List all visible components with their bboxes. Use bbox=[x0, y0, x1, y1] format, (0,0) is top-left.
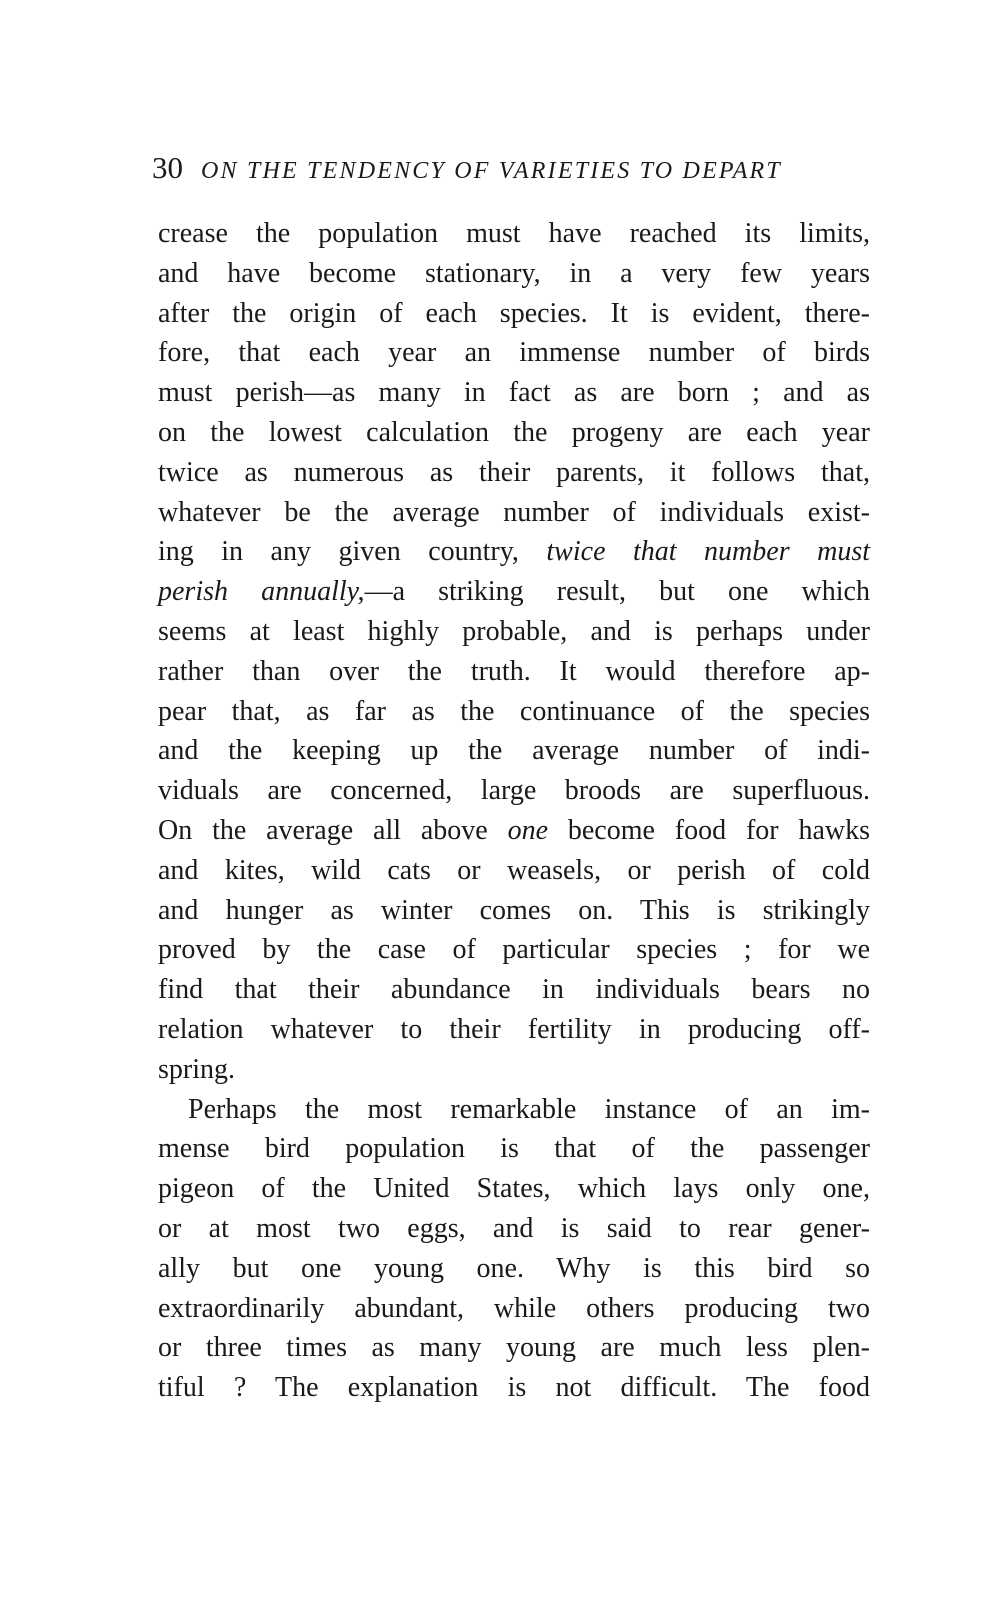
text-line bbox=[158, 771, 870, 811]
text-segment: rather than over the truth. It would therefore ap- bbox=[158, 655, 870, 687]
text-segment: proved by the case of particular species ; for we bbox=[158, 934, 870, 966]
italic-text: perish annually, bbox=[158, 576, 365, 608]
italic-text: one bbox=[507, 814, 548, 846]
text-segment: pigeon of the United States, which lays only one, bbox=[158, 1173, 870, 1205]
text-line bbox=[158, 891, 870, 931]
text-segment: find that their abundance in individuals bears no bbox=[158, 974, 870, 1006]
text-line bbox=[158, 731, 870, 771]
text-line bbox=[158, 1129, 870, 1169]
text-line bbox=[158, 970, 870, 1010]
text-line bbox=[158, 1050, 870, 1090]
text-line bbox=[158, 1368, 870, 1408]
text-segment: or three times as many young are much less plen- bbox=[158, 1332, 870, 1364]
text-segment: pear that, as far as the continuance of the species bbox=[158, 695, 870, 727]
text-segment: and hunger as winter comes on. This is strikingly bbox=[158, 894, 870, 926]
text-line bbox=[158, 1289, 870, 1329]
text-segment: tiful ? The explanation is not difficult. The food bbox=[158, 1372, 870, 1404]
text-segment: become food for hawks bbox=[548, 814, 870, 846]
text-segment: viduals are concerned, large broods are superfluous. bbox=[158, 775, 870, 807]
text-line bbox=[158, 1010, 870, 1050]
text-segment: after the origin of each species. It is evident, there- bbox=[158, 297, 870, 329]
text-line bbox=[158, 413, 870, 453]
text-segment: —a striking result, but one which bbox=[364, 576, 870, 608]
text-segment: or at most two eggs, and is said to rear gener- bbox=[158, 1212, 870, 1244]
text-line bbox=[158, 1090, 870, 1130]
text-segment: twice as numerous as their parents, it follows that, bbox=[158, 456, 870, 488]
text-line bbox=[158, 373, 870, 413]
text-line bbox=[158, 851, 870, 891]
text-line bbox=[158, 930, 870, 970]
text-segment: mense bird population is that of the passenger bbox=[158, 1133, 870, 1165]
text-segment: fore, that each year an immense number of birds bbox=[158, 337, 870, 369]
text-segment: whatever be the average number of individuals exist- bbox=[158, 496, 870, 528]
text-segment: ing in any given country, bbox=[158, 536, 547, 568]
text-line bbox=[158, 453, 870, 493]
text-segment: and have become stationary, in a very few years bbox=[158, 257, 870, 289]
text-segment: relation whatever to their fertility in producing off- bbox=[158, 1013, 870, 1045]
text-segment: on the lowest calculation the progeny are each year bbox=[158, 416, 870, 448]
text-line bbox=[158, 493, 870, 533]
text-segment: and the keeping up the average number of indi- bbox=[158, 735, 870, 767]
text-line bbox=[158, 532, 870, 572]
text-line bbox=[158, 254, 870, 294]
text-line bbox=[158, 214, 870, 254]
italic-text: twice that number must bbox=[546, 536, 870, 568]
text-segment: extraordinarily abundant, while others producing two bbox=[158, 1292, 870, 1324]
running-head bbox=[152, 150, 872, 190]
text-line bbox=[158, 572, 870, 612]
text-line bbox=[158, 1209, 870, 1249]
text-line bbox=[158, 333, 870, 373]
text-line bbox=[158, 811, 870, 851]
text-line bbox=[158, 1249, 870, 1289]
text-segment: On the average all above bbox=[158, 814, 508, 846]
body-text bbox=[158, 214, 870, 1408]
text-segment: must perish—as many in fact as are born ; and as bbox=[158, 377, 870, 409]
text-segment: seems at least highly probable, and is perhaps under bbox=[158, 615, 870, 647]
text-line bbox=[158, 692, 870, 732]
text-line bbox=[158, 652, 870, 692]
text-line bbox=[158, 612, 870, 652]
text-line bbox=[158, 1328, 870, 1368]
text-line bbox=[158, 1169, 870, 1209]
text-line bbox=[158, 294, 870, 334]
text-segment: and kites, wild cats or weasels, or perish of cold bbox=[158, 854, 870, 886]
page-number: 30 bbox=[152, 150, 183, 185]
running-title: ON THE TENDENCY OF VARIETIES TO DEPART bbox=[201, 158, 782, 184]
text-segment: spring. bbox=[158, 1053, 235, 1085]
text-segment: Perhaps the most remarkable instance of an im- bbox=[188, 1093, 870, 1125]
text-segment: crease the population must have reached its limits, bbox=[158, 218, 870, 249]
text-segment: ally but one young one. Why is this bird so bbox=[158, 1252, 870, 1284]
